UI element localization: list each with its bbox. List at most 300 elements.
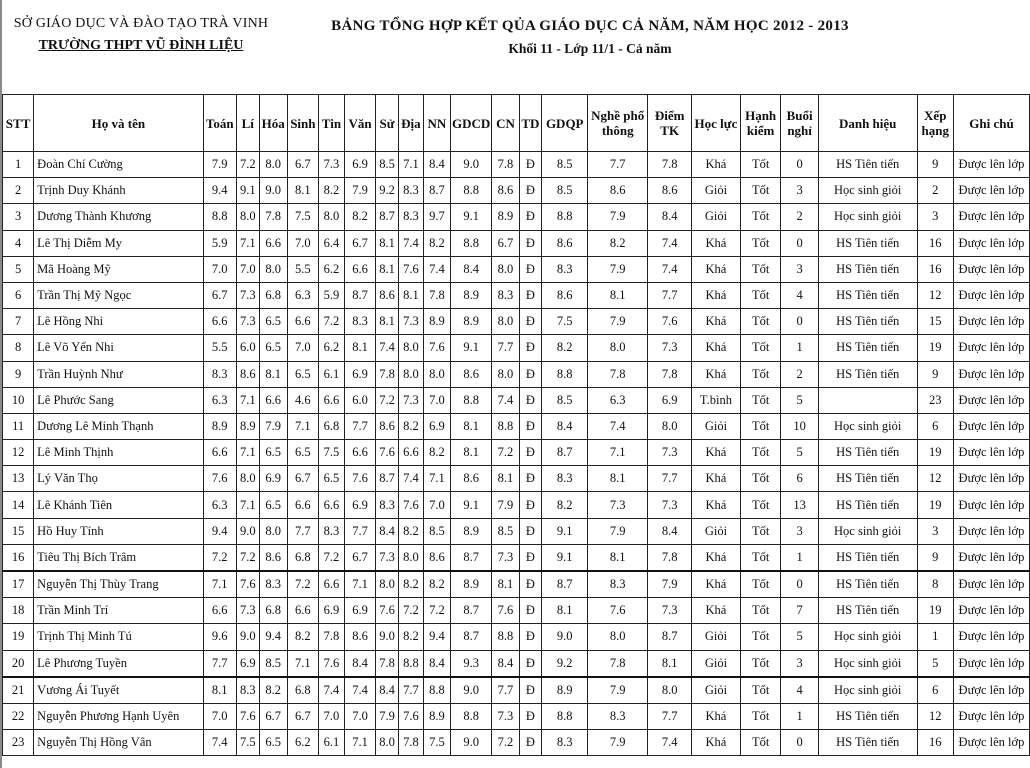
table-cell: Đ	[519, 571, 542, 598]
table-cell: 7.3	[492, 703, 519, 729]
table-cell: 7.9	[588, 677, 648, 704]
table-cell: 7.5	[423, 730, 450, 756]
table-cell: 8.7	[450, 598, 492, 624]
table-cell: 8.7	[648, 624, 692, 650]
table-cell: 8	[3, 335, 34, 361]
table-cell: 7.9	[588, 204, 648, 230]
table-cell: Đ	[519, 178, 542, 204]
table-cell: Khá	[692, 361, 741, 387]
table-cell: 13	[781, 492, 818, 518]
table-cell: 5	[781, 440, 818, 466]
table-cell: 19	[3, 624, 34, 650]
table-cell: 8.3	[398, 178, 423, 204]
table-cell: 9.0	[450, 730, 492, 756]
table-cell: HS Tiên tiến	[818, 730, 917, 756]
table-cell: Tốt	[740, 335, 781, 361]
student-name-cell: Trịnh Duy Khánh	[34, 178, 203, 204]
table-cell: Đ	[519, 387, 542, 413]
table-cell: 6.9	[344, 152, 375, 178]
table-cell: Giỏi	[692, 178, 741, 204]
table-cell: 8.4	[376, 518, 399, 544]
table-cell: 7.1	[287, 650, 318, 677]
table-cell: 8.3	[259, 571, 287, 598]
table-header-row	[3, 95, 1030, 152]
table-cell: Học sinh giỏi	[818, 413, 917, 439]
table-cell: Được lên lớp	[953, 387, 1029, 413]
table-cell: HS Tiên tiến	[818, 282, 917, 308]
table-cell: 7.8	[376, 361, 399, 387]
table-cell: 9.0	[542, 624, 588, 650]
table-cell: 7.7	[344, 518, 375, 544]
table-cell: 8.0	[236, 204, 259, 230]
table-cell: 6.3	[203, 387, 236, 413]
table-cell: 9.4	[259, 624, 287, 650]
table-cell: 23	[3, 730, 34, 756]
column-header: Nghề phổ thông	[588, 95, 648, 152]
table-cell: 3	[781, 178, 818, 204]
table-cell: 8.5	[542, 178, 588, 204]
table-cell: 6.9	[344, 492, 375, 518]
table-cell: 0	[781, 309, 818, 335]
table-cell: 6.5	[259, 335, 287, 361]
table-cell: 7.4	[344, 677, 375, 704]
table-cell: 3	[917, 518, 953, 544]
table-cell: Đ	[519, 598, 542, 624]
table-cell: Tốt	[740, 544, 781, 571]
table-cell: 8.0	[588, 624, 648, 650]
table-cell: 6.7	[492, 230, 519, 256]
table-cell: 1	[781, 335, 818, 361]
table-cell: 8.2	[423, 571, 450, 598]
table-cell: 19	[917, 598, 953, 624]
student-name-cell: Nguyễn Thị Hồng Vân	[34, 730, 203, 756]
table-cell: 8.4	[542, 413, 588, 439]
table-cell: 5	[3, 256, 34, 282]
table-cell: 8.9	[450, 571, 492, 598]
table-cell: 8.8	[492, 413, 519, 439]
table-cell: 7.3	[648, 335, 692, 361]
table-row	[3, 387, 1030, 413]
table-cell: 7.0	[203, 703, 236, 729]
table-cell: 3	[3, 204, 34, 230]
student-name-cell: Vương Ái Tuyết	[34, 677, 203, 704]
table-cell: 8.1	[492, 466, 519, 492]
table-cell: 8.4	[344, 650, 375, 677]
table-cell: 8.0	[398, 544, 423, 571]
table-cell: 8.3	[318, 518, 344, 544]
table-cell: Khá	[692, 152, 741, 178]
table-cell: Tốt	[740, 650, 781, 677]
table-cell: 7.8	[376, 650, 399, 677]
table-cell: 7.8	[398, 730, 423, 756]
table-cell: T.bình	[692, 387, 741, 413]
table-cell: 7.3	[648, 440, 692, 466]
table-cell: 7	[781, 598, 818, 624]
table-row	[3, 204, 1030, 230]
table-cell: 7.8	[259, 204, 287, 230]
table-cell: 9.0	[236, 518, 259, 544]
table-cell: 7.5	[287, 204, 318, 230]
table-cell: 8.7	[376, 466, 399, 492]
table-cell: 7.6	[648, 309, 692, 335]
table-cell: 8.1	[287, 178, 318, 204]
table-cell: 7.3	[236, 282, 259, 308]
table-cell: 8.5	[376, 152, 399, 178]
table-cell: 7.8	[492, 152, 519, 178]
table-cell: 8.5	[542, 387, 588, 413]
table-cell: 8.4	[648, 204, 692, 230]
table-cell: 17	[3, 571, 34, 598]
table-cell: 8.1	[542, 598, 588, 624]
table-cell: Được lên lớp	[953, 492, 1029, 518]
table-cell: 3	[781, 518, 818, 544]
student-name-cell: Hồ Huy Tính	[34, 518, 203, 544]
table-cell: 8.8	[542, 204, 588, 230]
table-cell: Được lên lớp	[953, 413, 1029, 439]
table-cell: 8.7	[450, 624, 492, 650]
table-cell: 8.9	[450, 518, 492, 544]
table-cell: 8.6	[450, 361, 492, 387]
table-cell: Học sinh giỏi	[818, 518, 917, 544]
table-cell: 2	[781, 204, 818, 230]
table-cell: 7.3	[648, 492, 692, 518]
table-cell: 23	[917, 387, 953, 413]
table-cell: Được lên lớp	[953, 703, 1029, 729]
table-cell: 7.1	[236, 230, 259, 256]
table-cell: 8.0	[492, 361, 519, 387]
table-cell: 12	[917, 703, 953, 729]
table-cell: 7.2	[236, 152, 259, 178]
table-row	[3, 571, 1030, 598]
table-cell: Đ	[519, 230, 542, 256]
table-cell: 7.4	[648, 730, 692, 756]
table-cell: Tốt	[740, 677, 781, 704]
table-cell: 9	[3, 361, 34, 387]
table-cell: 8.5	[492, 518, 519, 544]
table-cell: 3	[781, 256, 818, 282]
table-cell: HS Tiên tiến	[818, 230, 917, 256]
table-cell: Đ	[519, 335, 542, 361]
table-cell: 7.1	[287, 413, 318, 439]
table-cell: 12	[917, 466, 953, 492]
table-cell: 5	[781, 624, 818, 650]
table-cell: 8.3	[376, 492, 399, 518]
table-cell: 7.6	[398, 492, 423, 518]
department-name: SỞ GIÁO DỤC VÀ ĐÀO TẠO TRÀ VINH	[13, 16, 269, 31]
table-cell: 9.4	[203, 178, 236, 204]
table-cell: Khá	[692, 544, 741, 571]
table-cell: Đ	[519, 544, 542, 571]
table-cell: 8.2	[398, 413, 423, 439]
table-cell: 7.0	[203, 256, 236, 282]
table-cell: 0	[781, 230, 818, 256]
table-cell: Đ	[519, 650, 542, 677]
table-cell: Đ	[519, 466, 542, 492]
table-cell: 8.8	[542, 703, 588, 729]
table-cell: 9.0	[376, 624, 399, 650]
table-cell: 8.1	[344, 335, 375, 361]
table-cell: 7.9	[588, 518, 648, 544]
table-cell: 8.1	[588, 282, 648, 308]
table-cell: 7.2	[236, 544, 259, 571]
table-cell: Đ	[519, 518, 542, 544]
column-header: Sử	[376, 95, 399, 152]
table-cell: 6	[917, 677, 953, 704]
table-cell: 8.2	[318, 178, 344, 204]
table-cell: 6.6	[203, 440, 236, 466]
table-cell: 6.8	[259, 282, 287, 308]
table-cell: 5.9	[203, 230, 236, 256]
table-cell: 7.6	[588, 598, 648, 624]
table-cell: 7.9	[588, 309, 648, 335]
table-cell: 7.7	[492, 677, 519, 704]
table-cell: 6	[917, 413, 953, 439]
table-cell: 3	[781, 650, 818, 677]
table-cell: 6.3	[203, 492, 236, 518]
table-cell: 8.0	[259, 518, 287, 544]
table-cell: Khá	[692, 492, 741, 518]
table-cell: 9.0	[450, 152, 492, 178]
table-cell: 8.3	[588, 703, 648, 729]
table-cell: Được lên lớp	[953, 309, 1029, 335]
table-cell: Tốt	[740, 518, 781, 544]
table-cell: Được lên lớp	[953, 204, 1029, 230]
table-cell: 12	[3, 440, 34, 466]
table-cell: Đ	[519, 624, 542, 650]
table-cell: 8.9	[203, 413, 236, 439]
table-row	[3, 256, 1030, 282]
column-header: Danh hiệu	[818, 95, 917, 152]
table-cell: 7.5	[318, 440, 344, 466]
table-cell: HS Tiên tiến	[818, 309, 917, 335]
table-cell: Đ	[519, 492, 542, 518]
table-cell: 8.0	[423, 361, 450, 387]
table-row	[3, 518, 1030, 544]
table-cell: Tốt	[740, 204, 781, 230]
table-cell: 16	[917, 230, 953, 256]
table-cell: 8	[917, 571, 953, 598]
student-name-cell: Dương Thành Khương	[34, 204, 203, 230]
table-cell: 6.6	[259, 230, 287, 256]
table-cell: 8.9	[423, 309, 450, 335]
table-cell: 13	[3, 466, 34, 492]
student-name-cell: Lê Khánh Tiên	[34, 492, 203, 518]
table-cell: 8.1	[398, 282, 423, 308]
table-cell: Giỏi	[692, 677, 741, 704]
table-cell: Được lên lớp	[953, 518, 1029, 544]
table-cell: 6.0	[236, 335, 259, 361]
report-subtitle: Khối 11 - Lớp 11/1 - Cả năm	[508, 41, 672, 56]
table-cell: HS Tiên tiến	[818, 571, 917, 598]
table-cell: HS Tiên tiến	[818, 492, 917, 518]
table-cell: 6.7	[287, 152, 318, 178]
student-name-cell: Nguyễn Phương Hạnh Uyên	[34, 703, 203, 729]
table-cell: 7.8	[423, 282, 450, 308]
table-row	[3, 730, 1030, 756]
table-cell: HS Tiên tiến	[818, 361, 917, 387]
table-cell: 6.7	[344, 544, 375, 571]
table-cell: 8.0	[492, 309, 519, 335]
table-cell: Được lên lớp	[953, 282, 1029, 308]
table-cell: 7.4	[588, 413, 648, 439]
table-cell: 8.2	[398, 624, 423, 650]
table-cell: 8.6	[648, 178, 692, 204]
table-cell: Được lên lớp	[953, 440, 1029, 466]
table-cell: 7.4	[203, 730, 236, 756]
table-cell: 9.1	[542, 544, 588, 571]
table-cell: Khá	[692, 571, 741, 598]
table-cell: 4.6	[287, 387, 318, 413]
table-cell: 19	[917, 492, 953, 518]
table-cell: 16	[917, 730, 953, 756]
school-name: TRƯỜNG THPT VŨ ĐÌNH LIỆU	[38, 38, 244, 53]
table-cell: 8.7	[423, 178, 450, 204]
table-cell: 8.8	[203, 204, 236, 230]
table-cell: 4	[781, 282, 818, 308]
table-cell: 6.5	[259, 309, 287, 335]
table-cell: 8.0	[588, 335, 648, 361]
table-cell: 8.0	[376, 571, 399, 598]
table-cell: 6.2	[318, 335, 344, 361]
table-cell: 19	[917, 335, 953, 361]
table-cell: 7.2	[203, 544, 236, 571]
table-cell: 7.7	[588, 152, 648, 178]
table-cell: 7.5	[236, 730, 259, 756]
table-cell: 7.1	[588, 440, 648, 466]
table-cell: 8.9	[423, 703, 450, 729]
table-cell: 8.0	[259, 152, 287, 178]
table-cell: 6.9	[236, 650, 259, 677]
table-cell: Đ	[519, 440, 542, 466]
table-cell: 7.0	[423, 492, 450, 518]
table-cell: Đ	[519, 703, 542, 729]
table-cell: 7.7	[203, 650, 236, 677]
table-cell: 8.8	[450, 703, 492, 729]
table-cell: 7.1	[236, 387, 259, 413]
table-cell: 7.8	[648, 152, 692, 178]
table-cell: 6.0	[344, 387, 375, 413]
table-cell: 8.3	[588, 571, 648, 598]
table-row	[3, 309, 1030, 335]
table-cell: Tốt	[740, 309, 781, 335]
table-cell: 7.9	[648, 571, 692, 598]
table-cell: Khá	[692, 335, 741, 361]
table-cell: Tốt	[740, 730, 781, 756]
table-cell: 6.7	[287, 466, 318, 492]
column-header: GDCD	[450, 95, 492, 152]
table-cell: 8.0	[236, 466, 259, 492]
table-cell: 20	[3, 650, 34, 677]
table-cell: 8.8	[450, 230, 492, 256]
table-cell: 7.1	[203, 571, 236, 598]
table-cell: 6.6	[287, 309, 318, 335]
table-cell: 7.2	[376, 387, 399, 413]
table-cell: 9	[917, 544, 953, 571]
table-cell: 8.2	[542, 335, 588, 361]
table-cell: 4	[3, 230, 34, 256]
table-cell: 9.1	[236, 178, 259, 204]
table-cell: 8.2	[259, 677, 287, 704]
table-cell: 6.7	[287, 703, 318, 729]
table-cell: HS Tiên tiến	[818, 335, 917, 361]
table-cell: 7.9	[492, 492, 519, 518]
table-cell: Học sinh giỏi	[818, 677, 917, 704]
column-header: NN	[423, 95, 450, 152]
column-header: Xếp hạng	[917, 95, 953, 152]
header-center	[300, 18, 880, 57]
student-name-cell: Nguyễn Thị Thùy Trang	[34, 571, 203, 598]
table-cell: Giỏi	[692, 413, 741, 439]
table-cell: Học sinh giỏi	[818, 178, 917, 204]
table-cell: 6.8	[259, 598, 287, 624]
table-cell: Được lên lớp	[953, 230, 1029, 256]
table-cell: 0	[781, 571, 818, 598]
table-cell: 5	[917, 650, 953, 677]
table-cell: 15	[917, 309, 953, 335]
table-cell: 8.6	[588, 178, 648, 204]
table-cell: 1	[917, 624, 953, 650]
table-cell: 8.3	[492, 282, 519, 308]
table-cell: 6.7	[259, 703, 287, 729]
student-name-cell: Lê Phước Sang	[34, 387, 203, 413]
table-cell: 6.6	[259, 387, 287, 413]
table-cell: 7.0	[423, 387, 450, 413]
column-header: Hạnh kiểm	[740, 95, 781, 152]
table-cell: 7.1	[344, 571, 375, 598]
table-cell: Giỏi	[692, 624, 741, 650]
table-cell: 5.5	[203, 335, 236, 361]
table-cell: 7.1	[236, 440, 259, 466]
table-cell: 6.3	[588, 387, 648, 413]
table-cell: 8.6	[236, 361, 259, 387]
table-cell: 9	[917, 152, 953, 178]
table-cell: 7.7	[344, 413, 375, 439]
table-cell: 7.6	[492, 598, 519, 624]
table-cell: Đ	[519, 361, 542, 387]
table-cell: Học sinh giỏi	[818, 650, 917, 677]
table-cell: 8.9	[450, 309, 492, 335]
column-header: Buổi nghỉ	[781, 95, 818, 152]
table-row	[3, 492, 1030, 518]
table-cell: 9.0	[236, 624, 259, 650]
column-header: GDQP	[542, 95, 588, 152]
table-cell: 8.8	[542, 361, 588, 387]
table-cell: 6	[3, 282, 34, 308]
table-cell: 8.2	[398, 571, 423, 598]
student-name-cell: Đoàn Chí Cường	[34, 152, 203, 178]
table-cell: 19	[917, 440, 953, 466]
table-cell: 8.2	[542, 492, 588, 518]
table-cell: Được lên lớp	[953, 361, 1029, 387]
table-cell: Khá	[692, 230, 741, 256]
table-cell: 7.4	[492, 387, 519, 413]
table-cell: 22	[3, 703, 34, 729]
table-cell: 8.2	[423, 230, 450, 256]
table-cell: 7.3	[236, 598, 259, 624]
table-cell: 8.3	[542, 466, 588, 492]
table-cell: Đ	[519, 677, 542, 704]
table-cell: Được lên lớp	[953, 466, 1029, 492]
table-cell: 18	[3, 598, 34, 624]
table-cell: 8.8	[492, 624, 519, 650]
table-cell: Được lên lớp	[953, 624, 1029, 650]
column-header: Lí	[236, 95, 259, 152]
results-table-wrapper	[2, 94, 1030, 756]
table-cell: 8.8	[423, 677, 450, 704]
table-cell: Đ	[519, 256, 542, 282]
table-cell: 6.9	[344, 361, 375, 387]
table-cell: 6.7	[203, 282, 236, 308]
